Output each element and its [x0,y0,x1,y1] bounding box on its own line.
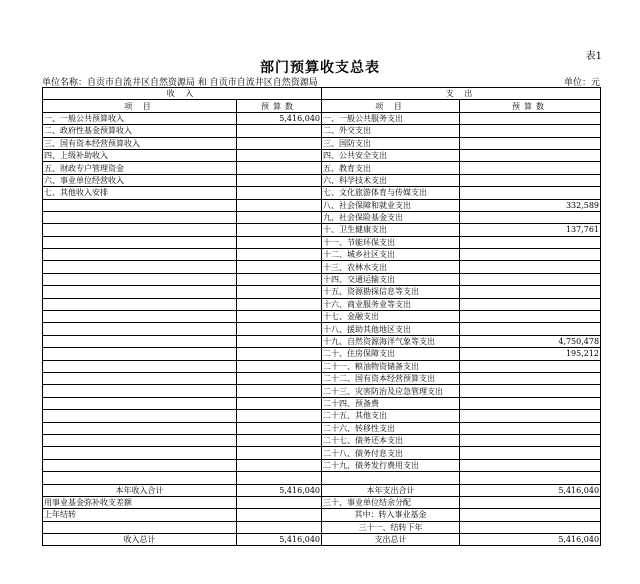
expense-item-label: 十一、节能环保支出 [322,236,460,248]
income-item-label: 七、其他收入安排 [43,187,237,199]
income-item-value [237,410,322,422]
expense-item-label: 五、教育支出 [322,162,460,174]
income-budget-header: 预算数 [237,100,322,112]
income-item-label [43,422,237,434]
table-row [43,472,601,484]
income-item-label [43,224,237,236]
adjustment-row [43,496,601,508]
section-header-row [43,88,601,100]
income-item-value [237,385,322,397]
income-item-value [237,335,322,347]
expense-budget-header: 预算数 [460,100,601,112]
income-item-value [237,187,322,199]
expense-item-value [460,249,601,261]
expense-item-label: 十九、自然资源海洋气象等支出 [322,335,460,347]
income-item-label [43,249,237,261]
expense-item-label: 二十六、转移性支出 [322,422,460,434]
table-row [43,199,601,211]
expense-item-label: 十二、城乡社区支出 [322,249,460,261]
income-item-value: 5,416,040 [237,112,322,124]
income-item-value [237,174,322,186]
income-item-value [237,434,322,446]
income-section-header: 收 入 [43,88,322,100]
income-item-value [237,199,322,211]
transfer-fund-label: 其中：转入事业基金 [322,509,460,521]
table-row [43,348,601,360]
income-item-value [237,459,322,471]
income-item-label: 三、国有资本经营预算收入 [43,137,237,149]
income-item-value [237,298,322,310]
table-number-tag: 表1 [585,51,602,62]
income-item-value [237,311,322,323]
grand-expense-value: 5,416,040 [460,534,601,546]
fill-gap-label: 用事业基金弥补收支差额 [43,496,237,508]
expense-item-value [460,298,601,310]
expense-item-value [460,162,601,174]
expense-item-label: 十、卫生健康支出 [322,224,460,236]
expense-item-value [460,261,601,273]
expense-item-value [460,311,601,323]
page-title: 部门预算收支总表 [260,60,380,76]
expense-item-value: 137,761 [460,224,601,236]
income-item-label [43,323,237,335]
income-item-value [237,273,322,285]
income-item-label [43,447,237,459]
income-item-label [43,434,237,446]
expense-total-value: 5,416,040 [460,484,601,496]
expense-item-value: 195,212 [460,348,601,360]
table-row [43,224,601,236]
expense-item-value: 332,589 [460,199,601,211]
expense-item-value [460,410,601,422]
income-item-label [43,472,237,484]
expense-item-label: 一、一般公共服务支出 [322,112,460,124]
table-row [43,112,601,124]
income-item-value [237,137,322,149]
income-item-value [237,447,322,459]
expense-item-label: 二十七、债务还本支出 [322,434,460,446]
income-item-label [43,335,237,347]
budget-summary-table [42,87,601,546]
expense-item-value [460,187,601,199]
expense-item-label: 十四、交通运输支出 [322,273,460,285]
income-item-value [237,236,322,248]
expense-item-label: 十七、金融支出 [322,311,460,323]
surplus-value [460,496,601,508]
expense-item-label: 六、科学技术支出 [322,174,460,186]
income-item-label: 五、财政专户管理资金 [43,162,237,174]
table-row [43,125,601,137]
income-total-value: 5,416,040 [237,484,322,496]
income-total-label: 本年收入合计 [43,484,237,496]
expense-item-label: 二十八、债务付息支出 [322,447,460,459]
table-row [43,162,601,174]
table-row [43,286,601,298]
expense-item-label: 十五、资源勘探信息等支出 [322,286,460,298]
table-row [43,410,601,422]
grand-total-row [43,534,601,546]
income-item-value [237,397,322,409]
expense-item-value [460,472,601,484]
income-item-label: 四、上级补助收入 [43,149,237,161]
table-row [43,447,601,459]
expense-item-value [460,149,601,161]
last-year-label: 上年结转 [43,509,237,521]
expense-item-label [322,472,460,484]
expense-item-value: 4,750,478 [460,335,601,347]
unit-info-row [42,75,600,87]
table-row [43,323,601,335]
carry-next-value [460,521,601,533]
table-row [43,360,601,372]
income-item-value [237,323,322,335]
income-item-value [237,149,322,161]
grand-expense-label: 支出总计 [322,534,460,546]
income-item-value [237,125,322,137]
expense-item-label: 二、外交支出 [322,125,460,137]
table-row [43,261,601,273]
income-item-value [237,360,322,372]
expense-item-label: 七、文化旅游体育与传媒支出 [322,187,460,199]
expense-item-value [460,112,601,124]
carryover-row [43,509,601,521]
carry-next-label: 三十一、结转下年 [322,521,460,533]
expense-item-label: 二十九、债务发行费用支出 [322,459,460,471]
income-item-label [43,211,237,223]
income-item-label [43,286,237,298]
expense-item-value [460,434,601,446]
expense-item-label: 二十、住房保障支出 [322,348,460,360]
expense-item-label: 十八、援助其他地区支出 [322,323,460,335]
table-row [43,149,601,161]
table-row [43,397,601,409]
income-item-value [237,224,322,236]
income-item-label [43,410,237,422]
expense-item-label: 二十二、国有资本经营预算支出 [322,372,460,384]
table-row [43,335,601,347]
expense-item-header: 项 目 [322,100,460,112]
table-row [43,211,601,223]
column-header-row [43,100,601,112]
blank-cell [43,521,237,533]
grand-income-value: 5,416,040 [237,534,322,546]
transfer-fund-value [460,509,601,521]
income-item-label [43,348,237,360]
table-row [43,372,601,384]
expense-item-label: 八、社会保障和就业支出 [322,199,460,211]
expense-item-value [460,385,601,397]
table-row [43,187,601,199]
income-item-value [237,261,322,273]
income-item-label [43,273,237,285]
income-item-label [43,397,237,409]
expense-item-value [460,236,601,248]
income-item-label [43,385,237,397]
expense-item-label: 二十一、粮油物资储备支出 [322,360,460,372]
expense-item-value [460,372,601,384]
expense-total-label: 本年支出合计 [322,484,460,496]
expense-item-value [460,273,601,285]
last-year-value [237,509,322,521]
expense-item-value [460,174,601,186]
expense-item-value [460,323,601,335]
expense-item-value [460,360,601,372]
unit-name: 单位名称：自贡市自流井区自然资源局 和 自贡市自流井区自然资源局 [42,78,318,88]
income-item-value [237,286,322,298]
income-item-value [237,422,322,434]
expense-item-value [460,397,601,409]
income-item-value [237,348,322,360]
table-row [43,311,601,323]
expense-item-value [460,286,601,298]
expense-item-value [460,459,601,471]
expense-item-label: 三、国防支出 [322,137,460,149]
expense-item-label: 二十五、其他支出 [322,410,460,422]
expense-item-label: 四、公共安全支出 [322,149,460,161]
income-item-value [237,249,322,261]
expense-item-label: 二十四、预备费 [322,397,460,409]
income-item-label: 二、政府性基金预算收入 [43,125,237,137]
table-row [43,273,601,285]
income-item-label [43,311,237,323]
expense-item-label: 九、社会保险基金支出 [322,211,460,223]
table-row [43,137,601,149]
expense-item-value [460,125,601,137]
income-item-label [43,236,237,248]
income-item-label: 六、事业单位经营收入 [43,174,237,186]
table-row [43,385,601,397]
income-item-label [43,372,237,384]
expense-item-label: 十三、农林水支出 [322,261,460,273]
table-row [43,236,601,248]
carry-next-row [43,521,601,533]
income-item-label [43,261,237,273]
expense-item-label: 二十三、灾害防治及应急管理支出 [322,385,460,397]
income-item-label [43,360,237,372]
expense-item-label: 十六、商业服务业等支出 [322,298,460,310]
table-row [43,174,601,186]
blank-cell [237,521,322,533]
table-row [43,459,601,471]
income-item-label [43,199,237,211]
table-row [43,434,601,446]
table-row [43,298,601,310]
grand-income-label: 收入总计 [43,534,237,546]
currency-unit: 单位：元 [563,78,600,88]
surplus-label: 三十、事业单位结余分配 [322,496,460,508]
income-item-value [237,372,322,384]
income-item-header: 项 目 [43,100,237,112]
expense-section-header: 支 出 [322,88,601,100]
expense-item-value [460,211,601,223]
expense-item-value [460,447,601,459]
expense-item-value [460,422,601,434]
income-item-label [43,298,237,310]
income-item-value [237,472,322,484]
total-row [43,484,601,496]
income-item-label: 一、一般公共预算收入 [43,112,237,124]
income-item-value [237,211,322,223]
income-item-value [237,162,322,174]
fill-gap-value [237,496,322,508]
table-row [43,249,601,261]
expense-item-value [460,137,601,149]
table-row [43,422,601,434]
income-item-label [43,459,237,471]
